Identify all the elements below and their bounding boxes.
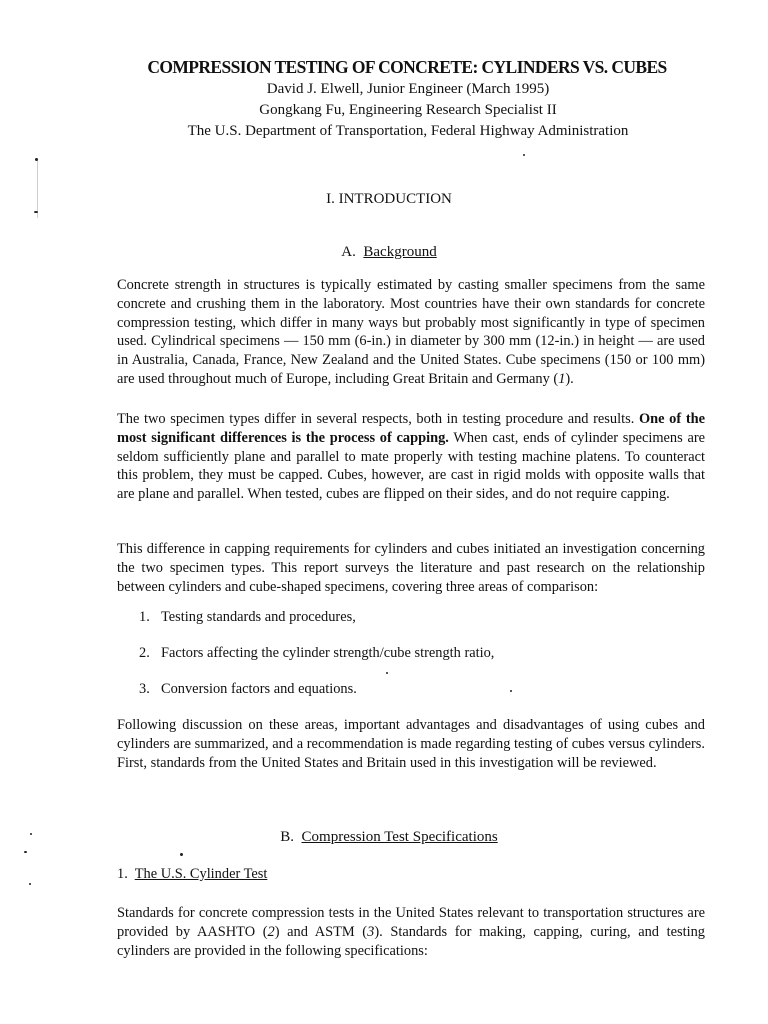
subsection-letter: B. [280,829,295,845]
paragraph-text: Concrete strength in structures is typically estimated by casting smaller specimens from the same concrete and crushing them in the laboratory. Most countries have their own standards for concrete compression testing, which differ in many ways but probably most significantly in type of specimen used. Cylindrical specimens — 150 mm (6-in.) in diameter by 300 mm (12-in.) in height — are used in Australia, Canada, France, New Zealand and the United States. Cube specimens (150 or 100 mm) are used throughout much of Europe, including Great Britain and Germany ( [117,277,705,387]
paragraph-text: ) and ASTM ( [274,923,368,940]
scan-speck [523,154,525,156]
author-line-2: Gongkang Fu, Engineering Research Specialist II [259,102,557,118]
subsection-heading-specifications [0,829,768,846]
list-text: Conversion factors and equations. [161,681,357,697]
subsection-heading-background [0,244,768,261]
paragraph-text-end: ). Standards for making, capping, curing, and testing cylinders are provided in the following specifications: [117,923,705,959]
list-item [139,609,356,626]
scan-speck [30,833,32,835]
reference-number: 1 [558,370,566,387]
section-heading-introduction: I. INTRODUCTION [326,191,452,207]
list-number: 2. [139,645,150,661]
sub-heading-us-cylinder-test [117,866,267,883]
scan-speck [24,851,27,853]
reference-number: 2 [267,923,275,940]
paragraph-text-end: ). [565,370,574,387]
scan-margin-line [37,160,38,218]
paragraph-background-1 [117,276,705,389]
affiliation-line: The U.S. Department of Transportation, Federal Highway Administration [187,123,629,139]
subsection-letter: A. [341,244,356,260]
reference-number: 3 [367,923,375,940]
list-number: 3. [139,681,150,697]
list-item [139,681,357,698]
paragraph-background-3: This difference in capping requirements for cylinders and cubes initiated an investigation concerning the two specimen types. This report surveys the literature and past research on the relationship between cylinders and cube-shaped specimens, covering three areas of comparison: [117,541,705,595]
paragraph-specifications-1 [117,904,705,960]
scan-speck [34,211,38,213]
scan-speck [386,672,388,674]
subsection-title: Compression Test Specifications [301,829,498,845]
paragraph-text: Standards for concrete compression tests in the United States relevant to transportation structures are provided by AASHTO ( [117,905,705,940]
sub-heading-title: The U.S. Cylinder Test [134,866,268,882]
scan-speck [180,853,183,856]
list-text: Testing standards and procedures, [161,609,356,625]
paragraph-background-2 [117,410,705,504]
scan-speck [510,690,512,692]
subsection-title: Background [363,244,437,260]
author-line-1: David J. Elwell, Junior Engineer (March 1995) [266,81,550,97]
list-text: Factors affecting the cylinder strength/cube strength ratio, [161,645,495,661]
bold-emphasis: One of the most significant differences is the process of capping. [117,411,706,446]
paragraph-background-4: Following discussion on these areas, important advantages and disadvantages of using cubes and cylinders are summarized, and a recommendation is made regarding testing of cubes versus cylinders. First, standards from the United States and Britain used in this investigation will be reviewed. [117,717,705,771]
scan-speck [35,158,38,161]
paragraph-text: The two specimen types differ in several respects, both in testing procedure and results. [117,411,639,427]
sub-heading-number: 1. [117,866,128,882]
scan-speck [29,883,31,885]
list-number: 1. [139,609,150,625]
list-item [139,645,494,662]
paragraph-text-end: When cast, ends of cylinder specimens are seldom sufficiently plane and parallel to mate properly with testing machine platens. To counteract this problem, they must be capped. Cubes, however, are cast in rigid molds with opposite walls that are plane and parallel. When tested, cubes are flipped on their sides, and do not require capping. [117,429,706,503]
paper-title: COMPRESSION TESTING OF CONCRETE: CYLINDERS VS. CUBES [147,57,667,77]
